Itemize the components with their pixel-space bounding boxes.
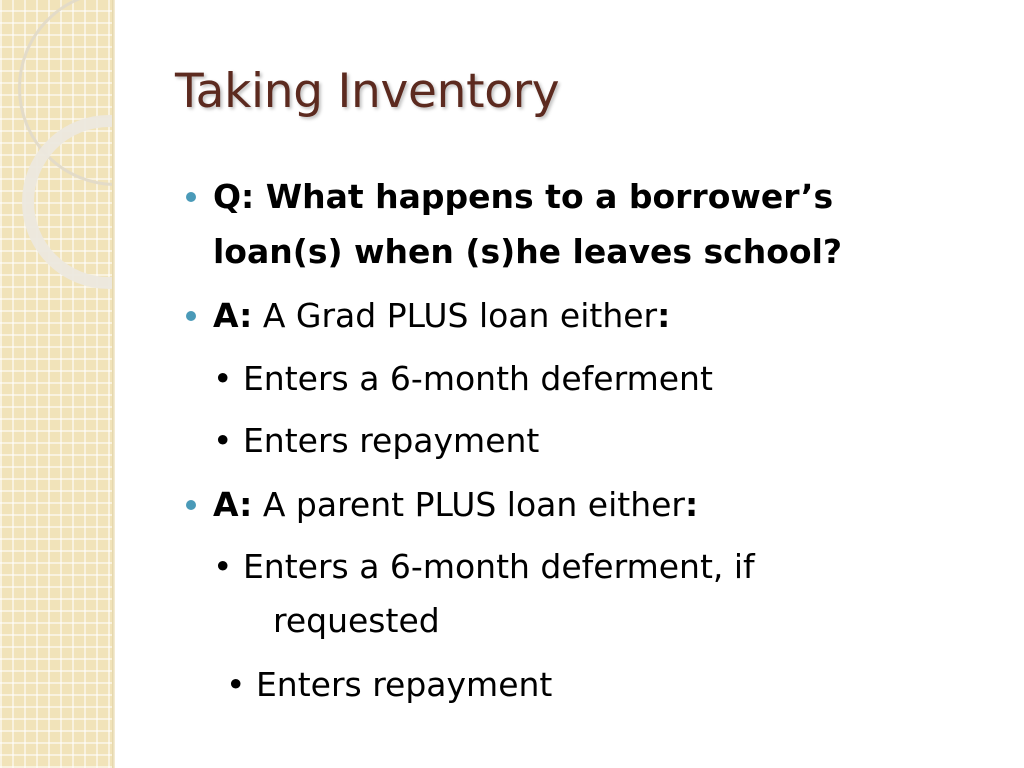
slide-title: Taking Inventory [175, 64, 560, 119]
bullet-icon [186, 311, 196, 321]
answer-2-sub-1: • Enters a 6-month deferment, if [213, 547, 755, 586]
answer-2-text: A parent PLUS loan either [252, 485, 685, 524]
answer-2-sub-1-continued: requested [273, 601, 440, 640]
answer-1 [213, 289, 670, 343]
strip-divider [112, 0, 115, 768]
bullet-icon [186, 500, 196, 510]
question-line-2: loan(s) when (s)he leaves school? [213, 232, 843, 271]
answer-2-colon: : [685, 485, 699, 524]
answer-2 [213, 478, 698, 532]
answer-2-prefix: A: [213, 485, 253, 524]
bullet-icon [186, 192, 196, 202]
answer-1-prefix: A: [213, 296, 253, 335]
answer-1-sub-1: • Enters a 6-month deferment [213, 359, 713, 398]
answer-1-text: A Grad PLUS loan either [252, 296, 658, 335]
decorative-side-strip [0, 0, 112, 768]
answer-1-sub-2: • Enters repayment [213, 421, 540, 460]
answer-1-colon: : [657, 296, 671, 335]
answer-2-sub-2: • Enters repayment [226, 665, 553, 704]
question-line-1: Q: What happens to a borrower’s [213, 177, 834, 216]
